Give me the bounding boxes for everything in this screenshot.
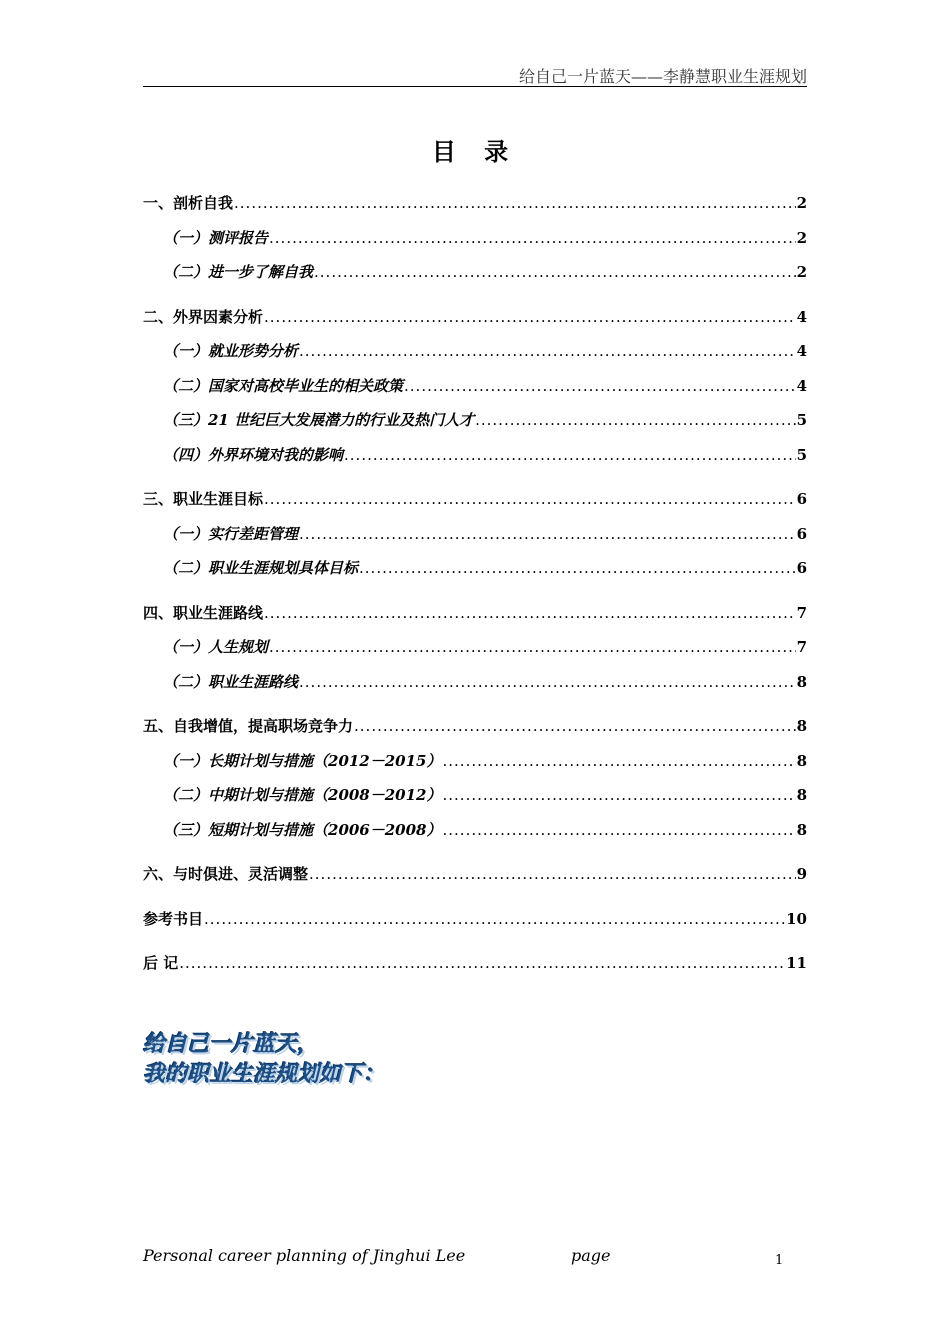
toc-dot-leader	[299, 525, 796, 543]
toc-entry-page: 2	[796, 194, 807, 212]
toc-entry-page: 11	[786, 954, 807, 972]
toc-section-entry[interactable]	[143, 340, 807, 375]
toc-section-entry[interactable]	[143, 819, 807, 854]
toc-chapter-entry[interactable]	[143, 306, 807, 341]
toc-entry-page: 7	[796, 603, 807, 622]
toc-entry-label: （二）中期计划与措施（2008－2012）	[163, 786, 442, 804]
toc-entry-page: 6	[796, 490, 807, 508]
toc-entry-page: 4	[796, 342, 807, 360]
toc-entry-page: 8	[796, 672, 807, 691]
toc-entry-label: 后 记	[143, 954, 179, 972]
toc-entry-page: 4	[796, 307, 807, 326]
toc-dot-leader	[264, 604, 796, 622]
toc-section-entry[interactable]	[143, 523, 807, 558]
toc-section-entry[interactable]	[143, 375, 807, 410]
toc-section-entry[interactable]	[143, 636, 807, 671]
toc-entry-page: 4	[796, 376, 807, 395]
toc-entry-label: 六、与时俱进、灵活调整	[143, 865, 309, 883]
slogan	[143, 1030, 385, 1090]
toc-dot-leader	[359, 559, 796, 577]
toc-entry-label: （四）外界环境对我的影响	[163, 445, 344, 464]
toc-entry-label: （三）短期计划与措施（2006－2008）	[163, 820, 442, 839]
toc-entry-label: （一）测评报告	[163, 228, 269, 247]
toc-chapter-entry[interactable]	[143, 908, 807, 943]
toc-dot-leader	[264, 490, 796, 508]
running-header: 给自己一片蓝天——李静慧职业生涯规划	[518, 67, 807, 86]
toc-dot-leader	[354, 717, 796, 735]
toc-entry-page: 8	[796, 717, 807, 735]
toc-entry-label: （一）实行差距管理	[163, 524, 299, 543]
toc-entry-label: （一）人生规划	[163, 638, 269, 656]
toc-chapter-entry[interactable]	[143, 602, 807, 637]
toc-dot-leader	[404, 377, 796, 395]
slogan-line-2: 我的职业生涯规划如下：	[143, 1062, 386, 1087]
toc-entry-page: 5	[796, 411, 807, 429]
toc-entry-label: 三、职业生涯目标	[143, 490, 264, 508]
toc-entry-page: 10	[786, 909, 807, 928]
toc-dot-leader	[443, 752, 796, 770]
toc-entry-label: （二）职业生涯路线	[163, 672, 299, 691]
toc-entry-page: 6	[796, 524, 807, 543]
footer-document-name: Personal career planning of Jinghui Lee	[143, 1246, 466, 1265]
toc-entry-page: 9	[796, 865, 807, 883]
table-of-contents	[143, 192, 807, 987]
toc-entry-label: 二、外界因素分析	[143, 307, 264, 326]
toc-entry-label: （二）进一步了解自我	[163, 263, 314, 281]
toc-section-entry[interactable]	[143, 227, 807, 262]
toc-dot-leader	[299, 673, 796, 691]
toc-chapter-entry[interactable]	[143, 488, 807, 523]
header-rule	[143, 86, 807, 87]
toc-chapter-entry[interactable]	[143, 863, 807, 898]
toc-entry-page: 6	[796, 559, 807, 577]
toc-chapter-entry[interactable]	[143, 715, 807, 750]
toc-section-entry[interactable]	[143, 557, 807, 592]
toc-dot-leader	[204, 910, 785, 928]
footer-page-label: page	[571, 1246, 611, 1265]
toc-dot-leader	[475, 411, 795, 429]
toc-entry-page: 8	[796, 751, 807, 770]
toc-entry-page: 2	[796, 228, 807, 247]
toc-section-entry[interactable]	[143, 261, 807, 296]
toc-dot-leader	[344, 446, 796, 464]
toc-title: 目 录	[431, 137, 519, 166]
toc-dot-leader	[234, 194, 796, 212]
toc-dot-leader	[443, 786, 796, 804]
toc-entry-label: 五、自我增值，提高职场竞争力	[143, 717, 354, 735]
toc-section-entry[interactable]	[143, 750, 807, 785]
toc-entry-label: 参考书目	[143, 909, 204, 928]
toc-entry-label: 四、职业生涯路线	[143, 603, 264, 622]
toc-entry-label: （二）职业生涯规划具体目标	[163, 559, 359, 577]
footer-page-number: 1	[775, 1253, 784, 1268]
toc-entry-label: （一）就业形势分析	[163, 342, 299, 360]
toc-section-entry[interactable]	[143, 784, 807, 819]
toc-section-entry[interactable]	[143, 671, 807, 706]
slogan-line-1: 给自己一片蓝天，	[143, 1032, 320, 1057]
toc-entry-page: 8	[796, 820, 807, 839]
toc-entry-page: 8	[796, 786, 807, 804]
toc-chapter-entry[interactable]	[143, 952, 807, 987]
toc-entry-page: 5	[796, 445, 807, 464]
toc-entry-page: 2	[796, 263, 807, 281]
toc-dot-leader	[269, 638, 796, 656]
toc-entry-label: （二）国家对高校毕业生的相关政策	[163, 376, 404, 395]
toc-dot-leader	[314, 263, 796, 281]
toc-dot-leader	[443, 821, 796, 839]
toc-dot-leader	[269, 229, 796, 247]
toc-dot-leader	[179, 954, 785, 972]
toc-dot-leader	[299, 342, 796, 360]
toc-entry-label: 一、剖析自我	[143, 194, 234, 212]
toc-entry-page: 7	[796, 638, 807, 656]
toc-section-entry[interactable]	[143, 409, 807, 444]
toc-entry-label: （一）长期计划与措施（2012－2015）	[163, 751, 442, 770]
toc-dot-leader	[264, 308, 796, 326]
toc-entry-label: （三）21 世纪巨大发展潜力的行业及热门人才	[163, 411, 475, 429]
toc-chapter-entry[interactable]	[143, 192, 807, 227]
toc-section-entry[interactable]	[143, 444, 807, 479]
toc-dot-leader	[309, 865, 796, 883]
